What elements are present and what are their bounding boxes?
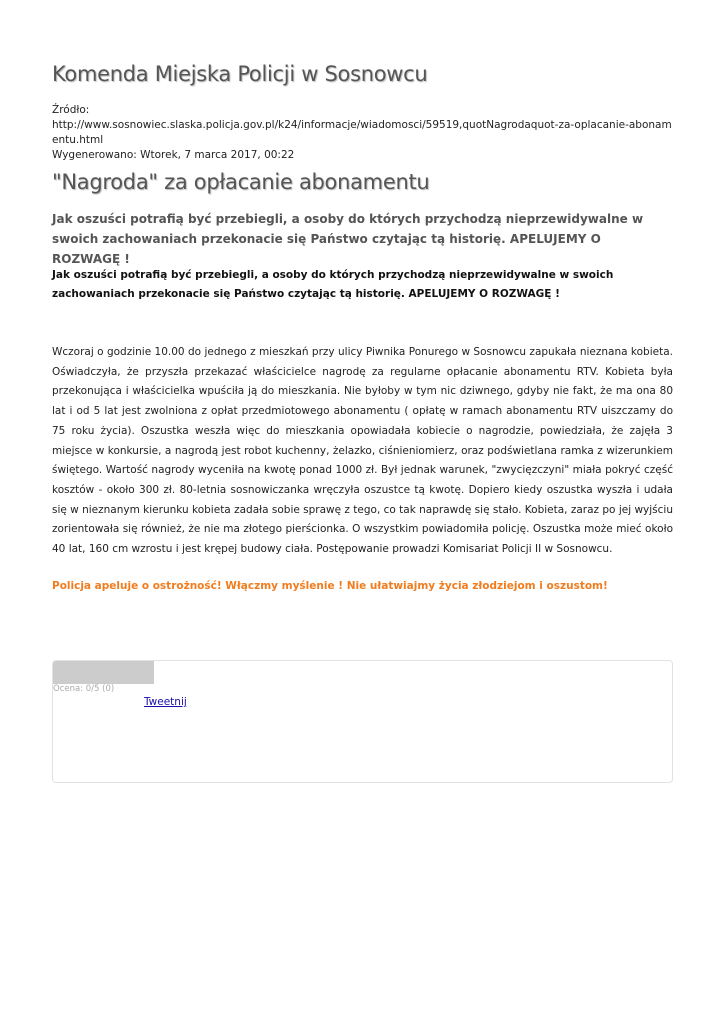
article-lead-repeat: Jak oszuści potrafią być przebiegli, a osoby do których przychodzą nieprzewidywalne w swoich zachowaniach przekonacie się Państwo czytając tą historię. APELUJEMY O ROZWAGĘ ! <box>52 269 614 300</box>
source-label: Źródło: <box>52 104 90 116</box>
article-title: "Nagroda" za opłacanie abonamentu <box>52 170 430 194</box>
police-appeal: Policja apeluje o ostrożność! Włączmy myślenie ! Nie ułatwiajmy życia złodziejom i oszustom! <box>52 580 608 592</box>
source-meta <box>52 103 673 163</box>
rating-text: Ocena: 0/5 (0) <box>53 684 115 694</box>
tweet-link[interactable]: Tweetnij <box>144 696 187 708</box>
article-body: Wczoraj o godzinie 10.00 do jednego z mieszkań przy ulicy Piwnika Ponurego w Sosnowcu zapukała nieznana kobieta. Oświadczyła, że przyszła przekazać właścicielce nagrodę za regularne opłacanie abonamentu RTV. Kobieta była przekonująca i właścicielka wpuściła ją do mieszkania. Nie byłoby w tym nic dziwnego, gdyby nie fakt, że ma ona 80 lat i od 5 lat jest zwolniona z opłat przedmiotowego abonamentu ( opłatę w ramach abonamentu RTV uiszczamy do 75 roku życia). Oszustka weszła więc do mieszkania opowiadała kobiecie o nagrodzie, powiedziała, że zajęła 3 miejsce w konkursie, a nagrodą jest robot kuchenny, żelazko, ciśnieniomierz, oraz podświetlana ramka z wizerunkiem świętego. Wartość nagrody wyceniła na kwotę ponad 1000 zł. Był jednak warunek, "zwycięzczyni" miała pokryć część kosztów - około 300 zł. 80-letnia sosnowiczanka wręczyła oszustce tą kwotę. Dopiero kiedy oszustka wyszła i udała się w nieznanym kierunku kobieta zadała sobie sprawę z tego, co tak naprawdę się stało. Kobieta, zaraz po jej wyjściu zorientowała się również, że nie ma złotego pierścionka. O wszystkim powiadomiła policję. Oszustka może mieć około 40 lat, 160 cm wzrostu i jest krępej budowy ciała. Postępowanie prowadzi Komisariat Policji II w Sosnowcu. <box>52 346 673 556</box>
rating-stars[interactable] <box>53 661 154 684</box>
source-url: http://www.sosnowiec.slaska.policja.gov.pl/k24/informacje/wiadomosci/59519,quotNagrodaquot-za-oplacanie-abonamentu.html <box>52 119 672 146</box>
article-lead: Jak oszuści potrafią być przebiegli, a osoby do których przychodzą nieprzewidywalne w swoich zachowaniach przekonacie się Państwo czytając tą historię. APELUJEMY O ROZWAGĘ ! <box>52 212 644 266</box>
generated-date: Wygenerowano: Wtorek, 7 marca 2017, 00:22 <box>52 149 295 161</box>
site-title: Komenda Miejska Policji w Sosnowcu <box>52 62 428 86</box>
rating-share-box <box>52 660 673 783</box>
